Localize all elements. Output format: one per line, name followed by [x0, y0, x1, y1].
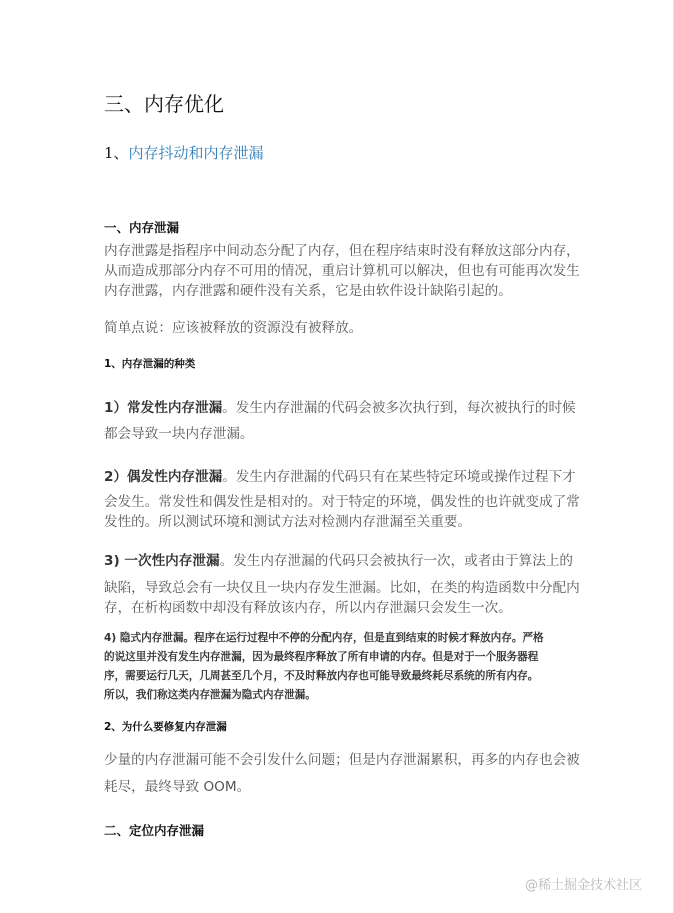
line: 耗尽，最终导致 OOM。	[104, 779, 251, 795]
section-subtitle	[104, 142, 264, 163]
leak-type-2	[104, 467, 579, 532]
leak-type-3	[104, 551, 579, 618]
line: 都会导致一块内存泄漏。	[104, 426, 254, 442]
line: 发性的。所以测试环境和测试方法对检测内存泄漏至关重要。	[104, 514, 472, 530]
line: 所以，我们称这类内存泄漏为隐式内存泄漏。	[104, 689, 316, 701]
heading-locate-leak: 二、定位内存泄漏	[104, 823, 205, 838]
line: 会发生。常发性和偶发性是相对的。对于特定的环境，偶发性的也许就变成了常	[104, 494, 580, 510]
leak-type-1	[104, 398, 579, 444]
paragraph-definition	[104, 241, 579, 301]
page-title: 三、内存优化	[104, 92, 224, 116]
line	[104, 551, 579, 578]
line	[104, 467, 579, 492]
line: 存，在析构函数中却没有释放该内存，所以内存泄漏只会发生一次。	[104, 600, 512, 616]
type-text: 。发生内存泄漏的代码只有在某些特定环境或操作过程下才	[222, 469, 576, 485]
type-lead: 2）偶发性内存泄漏	[104, 469, 223, 485]
line: 的说这里并没有发生内存泄漏，因为最终程序释放了所有申请的内存。但是对于一个服务器程	[104, 651, 539, 663]
line	[104, 398, 579, 424]
paragraph-why-fix	[104, 750, 579, 797]
type-lead: 3) 一次性内存泄漏	[104, 553, 220, 569]
line: 内存泄露是指程序中间动态分配了内存，但在程序结束时没有释放这部分内存，	[104, 243, 580, 259]
line: 序，需要运行几天，几周甚至几个月，不及时释放内存也可能导致最终耗尽系统的所有内存。	[104, 670, 539, 682]
heading-memory-leak: 一、内存泄漏	[104, 220, 180, 235]
heading-leak-types: 1、内存泄漏的种类	[104, 358, 196, 370]
subtitle-link[interactable]: 内存抖动和内存泄漏	[128, 144, 264, 162]
line: 简单点说：应该被释放的资源没有被释放。	[104, 320, 363, 336]
paragraph-summary	[104, 318, 579, 338]
line: 缺陷，导致总会有一块仅且一块内存发生泄漏。比如，在类的构造函数中分配内	[104, 580, 580, 596]
type-lead: 1）常发性内存泄漏	[104, 400, 223, 416]
line: 内存泄露，内存泄露和硬件没有关系，它是由软件设计缺陷引起的。	[104, 283, 512, 299]
line: 从而造成那部分内存不可用的情况，重启计算机可以解决，但也有可能再次发生	[104, 263, 580, 279]
type-text: 。发生内存泄漏的代码会被多次执行到，每次被执行的时候	[222, 400, 576, 416]
leak-type-4	[104, 629, 579, 705]
heading-why-fix: 2、为什么要修复内存泄漏	[104, 721, 227, 733]
subtitle-number: 1、	[104, 144, 129, 162]
watermark: @稀土掘金技术社区	[525, 878, 643, 893]
type-text: 。发生内存泄漏的代码只会被执行一次，或者由于算法上的	[219, 553, 573, 569]
line: 少量的内存泄漏可能不会引发什么问题；但是内存泄漏累积，再多的内存也会被	[104, 752, 580, 768]
line: 4) 隐式内存泄漏。程序在运行过程中不停的分配内存，但是直到结束的时候才释放内存。严格	[104, 632, 544, 644]
